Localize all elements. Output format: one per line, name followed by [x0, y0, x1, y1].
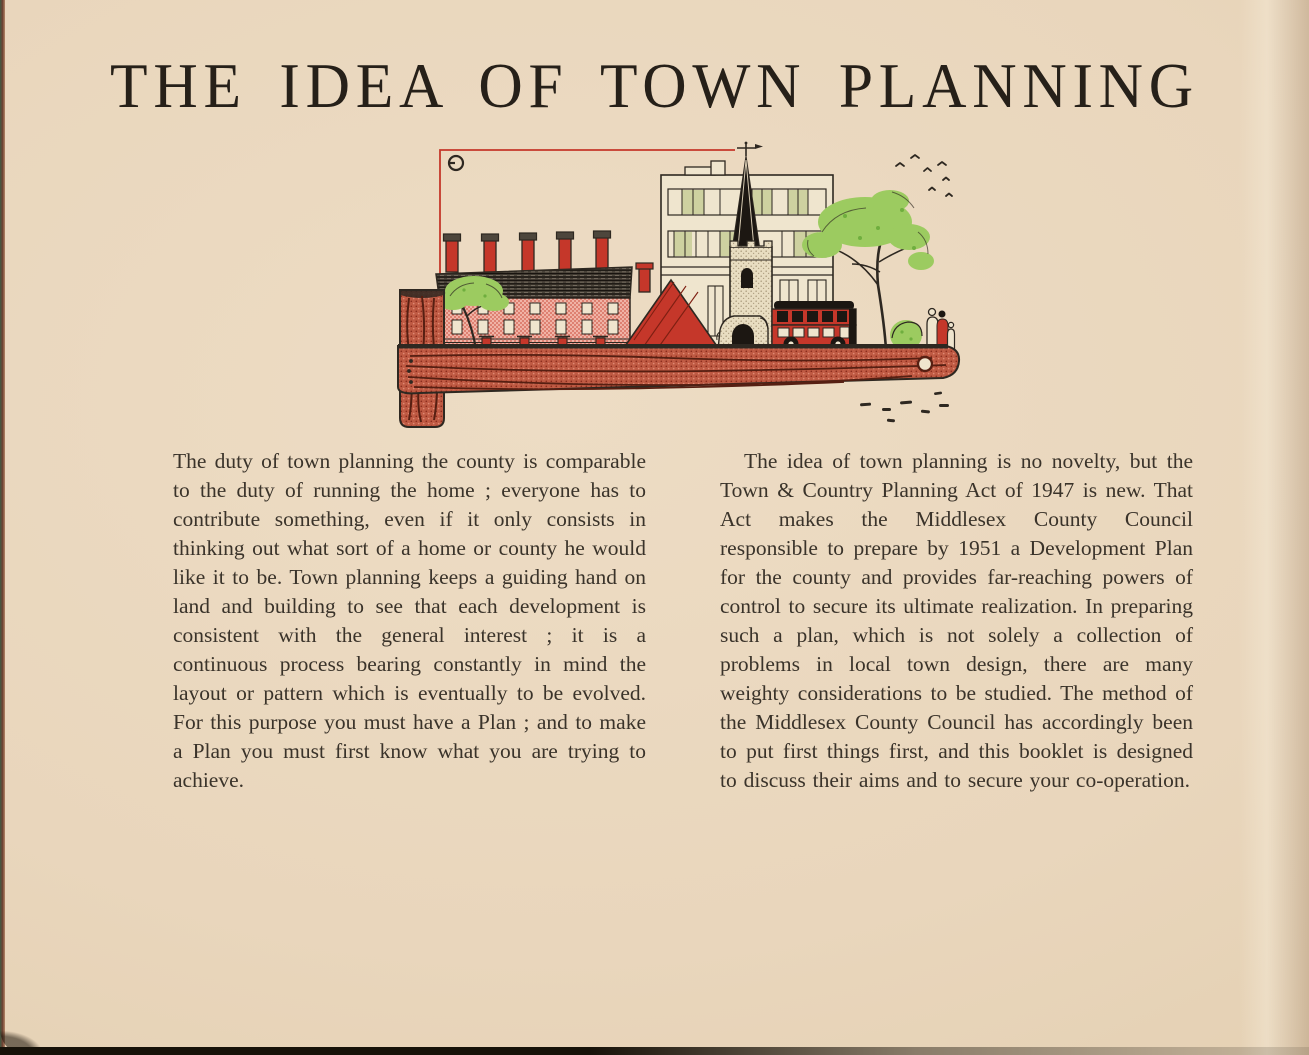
- page-title: THE IDEA OF TOWN PLANNING: [110, 50, 1199, 121]
- scan-edge-bottom: [0, 1047, 1309, 1055]
- wooden-shelf-plank: [398, 344, 959, 393]
- pedestrian: [937, 311, 948, 350]
- plan-pin-icon: [449, 156, 463, 170]
- weathervane-icon: [737, 142, 763, 156]
- birds: [896, 155, 952, 196]
- scan-edge-left: [0, 0, 7, 1055]
- double-decker-bus: [772, 301, 856, 352]
- pedestrian: [927, 309, 938, 350]
- townscape-illustration: [390, 140, 970, 430]
- pedestrian-child: [948, 322, 955, 349]
- page-curve-shading: [1239, 0, 1309, 1055]
- column-right-text: The idea of town planning is no novelty, but the Town & Country Planning Act of 1947 is new. That Act makes the Middlesex County Council responsible to prepare by 1951 a Development Plan for the county and provides far-reaching powers of control to secure its ultimate realization. In preparing such a plan, which is not solely a collection of problems in local town design, there are many weighty considerations to be studied. The method of the Middlesex County Council has accordingly been to put first things first, and this booklet is designed to discuss their aims and to secure your co-operation.: [720, 449, 1193, 792]
- lancet-window: [741, 268, 753, 288]
- column-left-text: The duty of town planning the county is comparable to the duty of running the home ; everyone has to contribute something, even if it only consists in thinking out what sort of a home or county he would like it to be. Town planning keeps a guiding hand on land and building to see that each development is consistent with the general interest ; it is a continuous process bearing constantly in mind the layout or pattern which is eventually to be evolved. For this purpose you must have a Plan ; and to make a Plan you must first know what you are trying to achieve.: [173, 449, 646, 792]
- pedestrians: [927, 309, 955, 350]
- terrace-chimneys: [444, 231, 611, 272]
- knot-hole: [918, 357, 932, 371]
- ground-dashes: [860, 391, 949, 422]
